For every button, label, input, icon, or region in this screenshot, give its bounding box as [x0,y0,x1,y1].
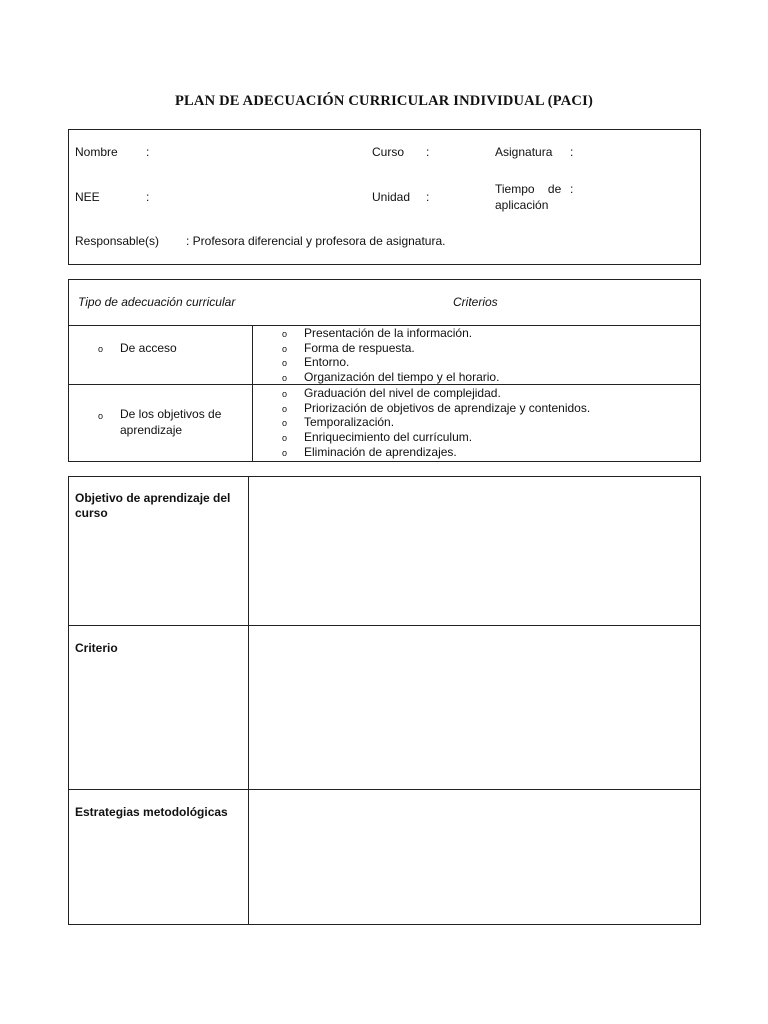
header-criterios: Criterios [453,295,498,309]
responsable-value: : Profesora diferencial y profesora de asignatura. [186,234,446,248]
adecuacion-column-divider [252,325,253,462]
tiempo-label-line1: Tiempo de [495,182,562,196]
criterio-bullet: o [282,373,288,383]
criterio-label: Criterio [75,641,118,655]
criterio-bullet: o [282,389,288,399]
document-title: PLAN DE ADECUACIÓN CURRICULAR INDIVIDUAL (PACI) [175,93,593,109]
responsable-label: Responsable(s) [75,234,160,248]
nombre-colon: : [146,145,150,159]
asignatura-label: Asignatura [495,145,553,159]
criterio-item: Eliminación de aprendizajes. [304,445,457,459]
tiempo-colon: : [570,182,574,196]
nee-colon: : [146,190,150,204]
criterio-bullet: o [282,329,288,339]
criterio-item: Entorno. [304,355,350,369]
criterio-item: Priorización de objetivos de aprendizaje y contenidos. [304,401,591,415]
estrategias-field[interactable] [250,791,699,923]
tipo-bullet: o [98,411,104,421]
criterio-bullet: o [282,433,288,443]
tiempo-label-line2: aplicación [495,198,549,212]
plan-column-divider [248,476,249,925]
criterio-field[interactable] [250,627,699,788]
objetivo-field[interactable] [250,478,699,624]
criterio-item: Forma de respuesta. [304,341,415,355]
criterio-item: Temporalización. [304,415,395,429]
plan-row-divider [68,789,701,790]
tipo-label: De acceso [120,341,177,355]
plan-row-divider [68,625,701,626]
criterio-bullet: o [282,418,288,428]
curso-colon: : [426,145,430,159]
criterio-item: Presentación de la información. [304,326,473,340]
estrategias-label: Estrategias metodológicas [75,805,228,819]
objetivo-label: curso [75,506,108,520]
criterio-item: Enriquecimiento del currículum. [304,430,473,444]
criterio-item: Organización del tiempo y el horario. [304,370,500,384]
asignatura-colon: : [570,145,574,159]
curso-label: Curso [372,145,405,159]
unidad-colon: : [426,190,430,204]
unidad-label: Unidad [372,190,411,204]
objetivo-label: Objetivo de aprendizaje del [75,491,231,505]
criterio-bullet: o [282,404,288,414]
criterio-bullet: o [282,344,288,354]
criterio-item: Graduación del nivel de complejidad. [304,386,501,400]
tipo-label: De los objetivos de [120,407,222,421]
tipo-bullet: o [98,344,104,354]
header-tipo: Tipo de adecuación curricular [78,295,236,309]
criterio-bullet: o [282,448,288,458]
nee-label: NEE [75,190,100,204]
nombre-label: Nombre [75,145,118,159]
tipo-label: aprendizaje [120,423,183,437]
criterio-bullet: o [282,358,288,368]
